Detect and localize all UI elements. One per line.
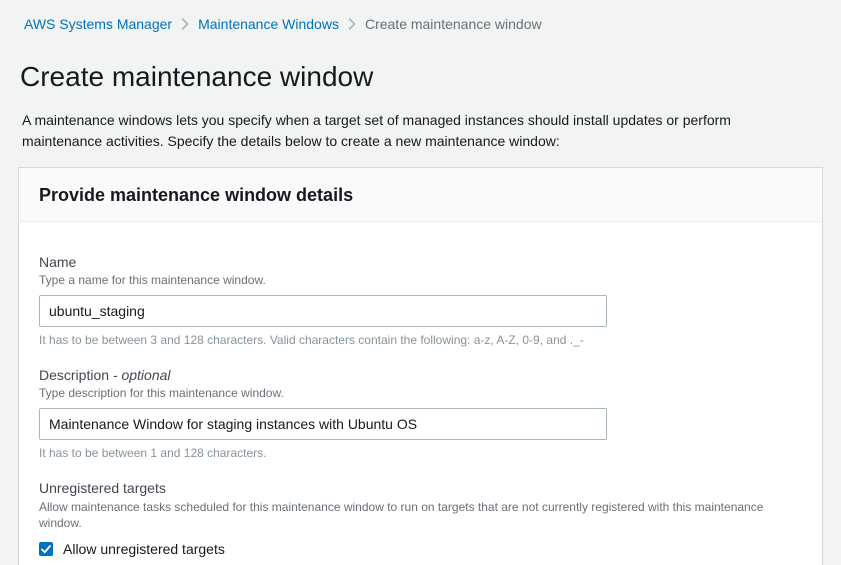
breadcrumb (0, 0, 841, 34)
card-body (19, 222, 822, 565)
unregistered-targets-group (39, 480, 802, 558)
description-field-group (39, 367, 802, 460)
maintenance-window-details-card (18, 167, 823, 565)
page-title: Create maintenance window (20, 61, 374, 92)
description-input[interactable] (39, 408, 607, 440)
name-input[interactable] (39, 295, 607, 327)
checkmark-icon (41, 545, 51, 554)
name-field-constraint-text: It has to be between 3 and 128 characters. Valid characters contain the following: a-z, A-Z, 0-9, and ._- (39, 333, 584, 347)
breadcrumb-link-maintenance-windows[interactable]: Maintenance Windows (198, 16, 339, 32)
name-field-label: Name (39, 254, 77, 270)
card-header (19, 168, 822, 222)
name-field-group (39, 254, 802, 347)
breadcrumb-current-page: Create maintenance window (364, 16, 542, 32)
breadcrumb-chevron-icon (181, 18, 189, 30)
description-field-help-text: Type description for this maintenance window. (39, 386, 284, 400)
allow-unregistered-targets-checkbox-row[interactable] (39, 540, 802, 558)
page-intro-text: A maintenance windows lets you specify when a target set of managed instances should install updates or perform maintenance activities. Specify the details below to create a new maintenance window: (22, 112, 731, 149)
checkbox-checked[interactable] (39, 542, 53, 556)
breadcrumb-link-aws-systems-manager[interactable]: AWS Systems Manager (24, 16, 173, 32)
card-title: Provide maintenance window details (39, 185, 354, 205)
description-field-label (39, 367, 802, 384)
allow-unregistered-targets-label: Allow unregistered targets (63, 541, 225, 557)
breadcrumb-chevron-icon (348, 18, 356, 30)
unregistered-targets-help-text: Allow maintenance tasks scheduled for this maintenance window to run on targets that are not currently registered with this maintenance window. (39, 500, 764, 530)
name-field-help-text: Type a name for this maintenance window. (39, 273, 266, 287)
unregistered-targets-label: Unregistered targets (39, 480, 166, 496)
description-field-constraint-text: It has to be between 1 and 128 characters. (39, 446, 267, 460)
description-label-text: Description (39, 367, 110, 383)
description-optional-suffix: - optional (112, 367, 171, 383)
